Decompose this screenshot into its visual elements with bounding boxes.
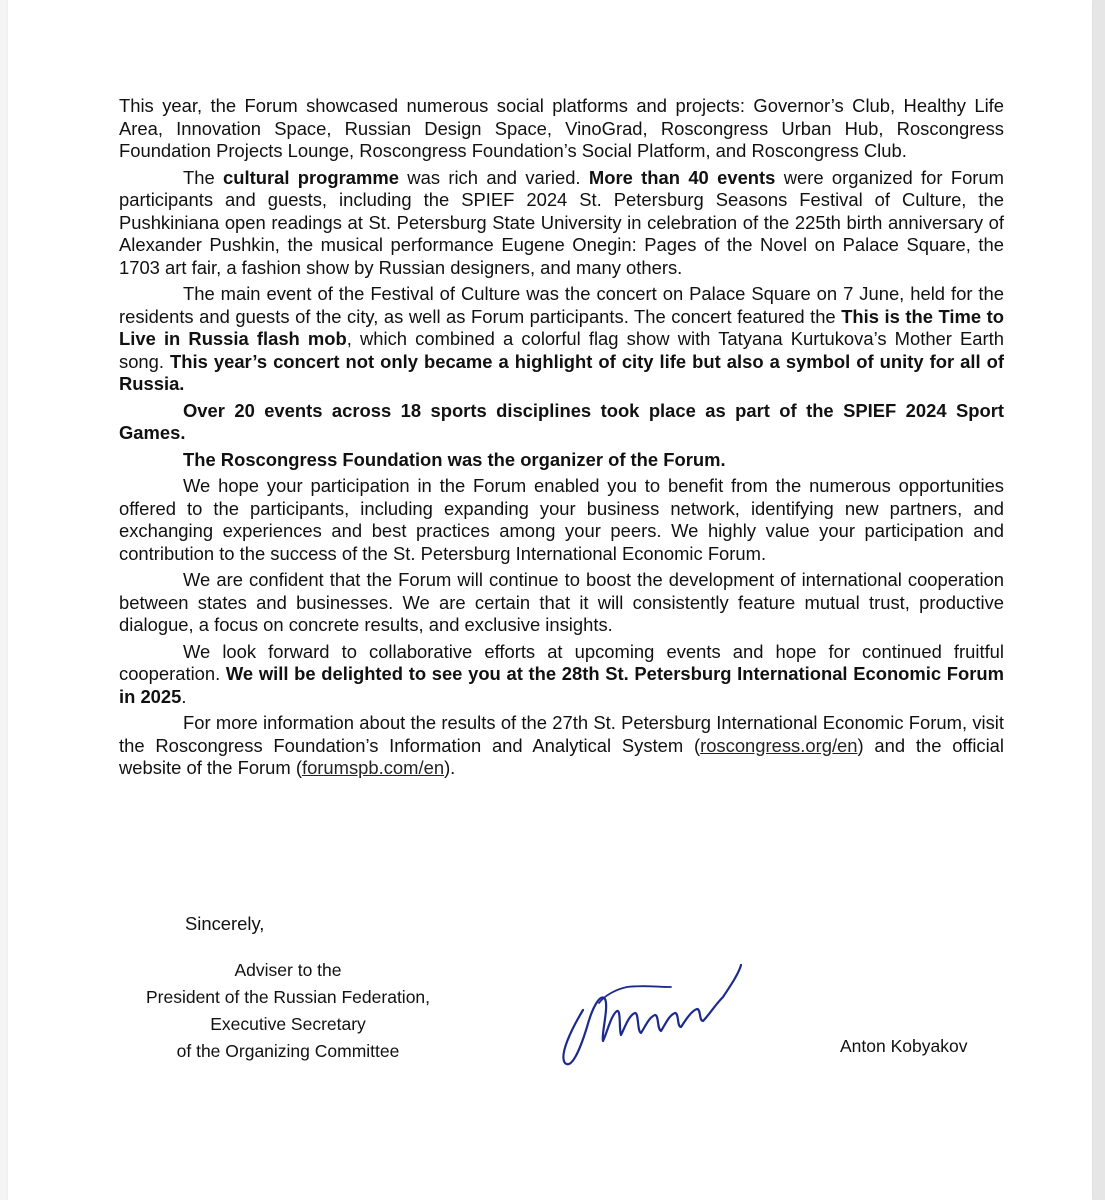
bold-text: More than 40 events [588, 166, 776, 188]
closing-salutation: Sincerely, [185, 913, 265, 934]
paragraph-social-platforms [119, 95, 1004, 163]
paragraph-more-info [119, 712, 1004, 780]
signer-title-line: of the Organizing Committee [176, 1041, 400, 1061]
signer-title-line: Adviser to the [234, 960, 342, 980]
paragraph-text: ) and the official website of the Forum ( [119, 734, 1004, 778]
signature-stroke [563, 965, 741, 1064]
signer-title-block [108, 957, 468, 1065]
roscongress-link[interactable]: roscongress.org/en [700, 734, 858, 756]
bold-text: We will be delighted to see you at the 28th St. Petersburg International Economic Forum in 2025 [119, 663, 1004, 707]
paragraph-text: We hope your participation in the Forum enabled you to benefit from the numerous opportunities offered to the participants, including expanding your business network, identifying new partners, and exchanging experiences and best practices among your peers. We highly value your participation and contribution to the success of the St. Petersburg International Economic Forum. [119, 475, 1004, 564]
forumspb-link[interactable]: forumspb.com/en [301, 757, 445, 778]
bold-text: Over 20 events across 18 sports disciplines took place as part of the SPIEF 2024 Sport Games. [119, 399, 1004, 443]
bold-text: cultural programme [223, 166, 399, 188]
paragraph-cultural-programme [119, 167, 1004, 280]
paragraph-sport-games [119, 400, 1004, 445]
paragraph-participation [119, 475, 1004, 565]
paragraph-text: ). [444, 757, 456, 778]
paragraph-text: was rich and varied. [398, 166, 589, 188]
paragraph-text: We look forward to collaborative efforts at upcoming events and hope for continued fruitful cooperation. [119, 640, 1004, 684]
paragraph-text: The [183, 166, 224, 188]
paragraph-text: . [181, 685, 187, 707]
paragraph-upcoming-events [119, 641, 1004, 709]
bold-text: The Roscongress Foundation was the organizer of the Forum. [183, 448, 726, 470]
paragraph-text: were organized for Forum participants and guests, including the SPIEF 2024 St. Petersburg Seasons Festival of Culture, the Pushkiniana open readings at St. Petersburg State University in celebration of the 225th birth anniversary of Alexander Pushkin, the musical performance Eugene Onegin: Pages of the Novel on Palace Square, the 1703 art fair, a fashion show by Russian designers, and many others. [119, 166, 1004, 278]
paragraph-organizer [119, 449, 1004, 472]
page-edge-shadow [1093, 0, 1105, 1200]
paragraph-text: For more information about the results of the 27th St. Petersburg International Economic Forum, visit the Roscongress Foundation’s Information and Analytical System ( [119, 712, 1004, 756]
signature-stroke [599, 986, 671, 1003]
paragraph-text: This year, the Forum showcased numerous social platforms and projects: Governor’s Club, Healthy Life Area, Innovation Space, Russian Design Space, VinoGrad, Roscongress Urban Hub, Roscongress Foundation Projects Lounge, Roscongress Foundation’s Social Platform, and Roscongress Club. [119, 95, 1004, 161]
paragraph-festival-concert [119, 283, 1004, 396]
handwritten-signature [553, 935, 753, 1075]
signer-title-line: President of the Russian Federation, [145, 987, 431, 1007]
paragraph-text: We are confident that the Forum will continue to boost the development of international cooperation between states and businesses. We are certain that it will consistently feature mutual trust, productive dialogue, a focus on concrete results, and exclusive insights. [119, 569, 1004, 635]
paragraph-text: The main event of the Festival of Culture was the concert on Palace Square on 7 June, held for the residents and guests of the city, as well as Forum participants. The concert featured the [119, 283, 1004, 327]
signer-title-line: Executive Secretary [210, 1014, 366, 1034]
letter-body [119, 95, 1004, 784]
paragraph-text: , which combined a colorful flag show with Tatyana Kurtukova’s Mother Earth song. [119, 328, 1004, 372]
bold-text: This is the Time to Live in Russia flash mob [119, 305, 1004, 349]
paragraph-cooperation [119, 569, 1004, 637]
bold-text: This year’s concert not only became a highlight of city life but also a symbol of unity for all of Russia. [119, 350, 1004, 394]
signer-name: Anton Kobyakov [840, 1036, 968, 1056]
letter-page [8, 0, 1092, 1200]
